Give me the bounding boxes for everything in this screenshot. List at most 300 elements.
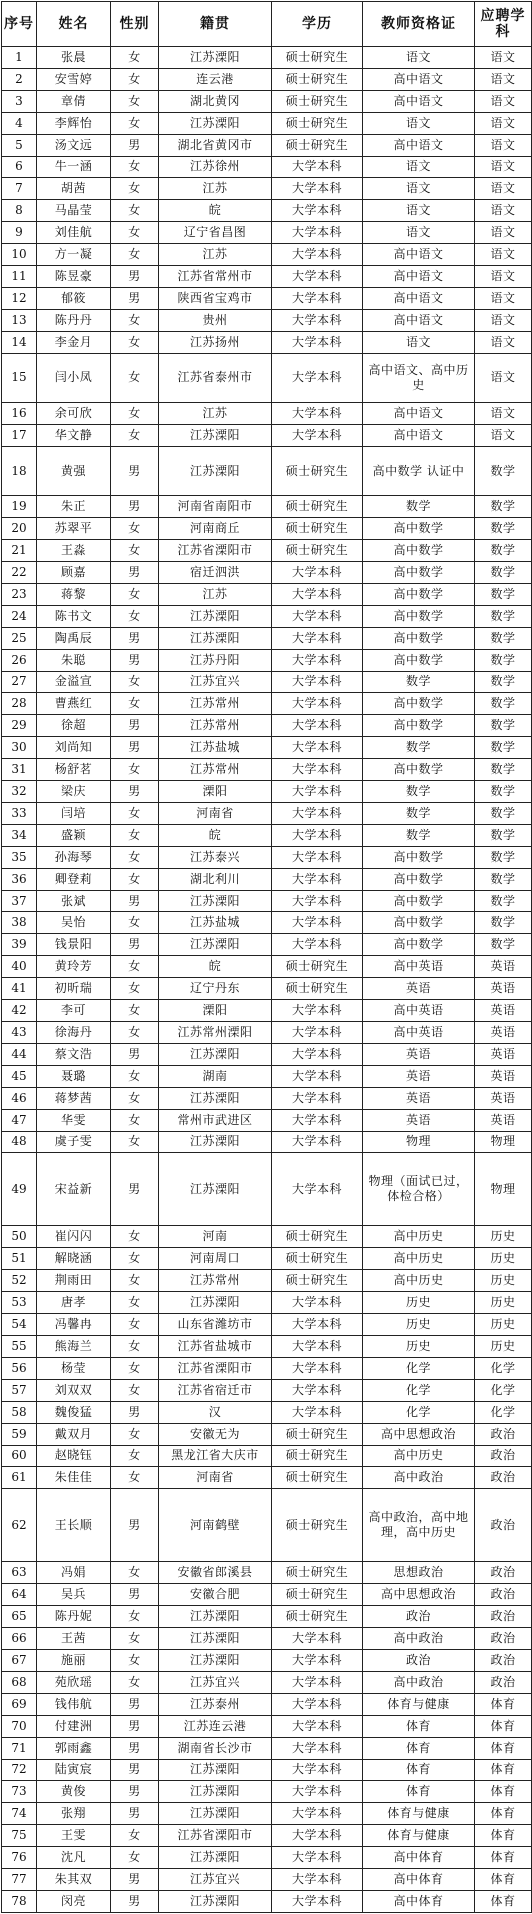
row-certificate-cell: 高中语文 [363,287,475,309]
row-name-cell: 余可欣 [37,403,111,425]
header-teacher-certificate: 教师资格证 [363,2,475,47]
row-gender-cell: 女 [111,1248,159,1270]
row-index-cell: 11 [2,266,37,288]
table-row [2,1109,532,1131]
row-index-cell: 26 [2,649,37,671]
table-row [2,1693,532,1715]
table-row [2,561,532,583]
row-certificate-cell: 高中体育 [363,1869,475,1891]
table-row [2,200,532,222]
row-certificate-cell: 历史 [363,1336,475,1358]
row-gender-cell: 女 [111,1467,159,1489]
row-index-cell: 13 [2,309,37,331]
row-hometown-cell: 江苏溧阳 [159,1628,272,1650]
row-name-cell: 朱佳佳 [37,1467,111,1489]
row-certificate-cell: 高中政治 [363,1671,475,1693]
row-hometown-cell: 江苏连云港 [159,1715,272,1737]
table-row [2,1489,532,1562]
row-index-cell: 59 [2,1423,37,1445]
row-subject-cell: 体育 [475,1890,532,1912]
row-subject-cell: 数学 [475,583,532,605]
row-subject-cell: 体育 [475,1737,532,1759]
table-row [2,331,532,353]
row-name-cell: 张斌 [37,890,111,912]
row-education-cell: 硕士研究生 [272,1226,363,1248]
row-education-cell: 大学本科 [272,331,363,353]
row-gender-cell: 男 [111,1693,159,1715]
row-education-cell: 硕士研究生 [272,1248,363,1270]
row-hometown-cell: 辽宁丹东 [159,978,272,1000]
row-subject-cell: 体育 [475,1825,532,1847]
row-gender-cell: 女 [111,222,159,244]
row-hometown-cell: 江苏溧阳 [159,1131,272,1153]
row-hometown-cell: 江苏泰兴 [159,846,272,868]
row-name-cell: 盛颖 [37,824,111,846]
row-certificate-cell: 语文 [363,331,475,353]
row-certificate-cell: 高中语文 [363,68,475,90]
teacher-candidates-table [1,1,532,1913]
row-hometown-cell: 江苏 [159,178,272,200]
row-index-cell: 16 [2,403,37,425]
row-education-cell: 大学本科 [272,759,363,781]
row-education-cell: 大学本科 [272,912,363,934]
row-name-cell: 付建洲 [37,1715,111,1737]
row-index-cell: 73 [2,1781,37,1803]
table-row [2,134,532,156]
row-hometown-cell: 河南省南阳市 [159,496,272,518]
row-education-cell: 大学本科 [272,1869,363,1891]
row-subject-cell: 历史 [475,1314,532,1336]
row-education-cell: 大学本科 [272,1314,363,1336]
table-row [2,353,532,402]
table-row [2,1803,532,1825]
row-hometown-cell: 江苏宜兴 [159,671,272,693]
row-education-cell: 大学本科 [272,1131,363,1153]
table-row [2,1606,532,1628]
row-subject-cell: 语文 [475,331,532,353]
row-name-cell: 虞子雯 [37,1131,111,1153]
row-gender-cell: 女 [111,518,159,540]
row-certificate-cell: 高中数学 [363,561,475,583]
row-gender-cell: 男 [111,1869,159,1891]
row-hometown-cell: 江苏省泰州市 [159,353,272,402]
table-row [2,222,532,244]
row-gender-cell: 男 [111,1043,159,1065]
row-subject-cell: 语文 [475,244,532,266]
row-certificate-cell: 高中语文 [363,266,475,288]
table-row [2,1628,532,1650]
row-certificate-cell: 英语 [363,1065,475,1087]
table-row [2,1226,532,1248]
row-certificate-cell: 体育 [363,1781,475,1803]
row-hometown-cell: 河南省 [159,802,272,824]
row-gender-cell: 女 [111,1000,159,1022]
row-certificate-cell: 高中思想政治 [363,1423,475,1445]
row-education-cell: 硕士研究生 [272,978,363,1000]
row-hometown-cell: 江苏溧阳 [159,446,272,495]
row-gender-cell: 女 [111,1109,159,1131]
row-subject-cell: 政治 [475,1628,532,1650]
row-gender-cell: 女 [111,693,159,715]
row-name-cell: 郭雨鑫 [37,1737,111,1759]
row-index-cell: 17 [2,424,37,446]
row-gender-cell: 男 [111,649,159,671]
row-subject-cell: 政治 [475,1650,532,1672]
row-education-cell: 大学本科 [272,649,363,671]
table-row [2,934,532,956]
row-education-cell: 大学本科 [272,693,363,715]
row-education-cell: 大学本科 [272,353,363,402]
row-index-cell: 52 [2,1270,37,1292]
row-subject-cell: 语文 [475,353,532,402]
table-row [2,112,532,134]
row-education-cell: 大学本科 [272,1153,363,1226]
row-certificate-cell: 高中数学 [363,627,475,649]
row-hometown-cell: 江苏盐城 [159,737,272,759]
row-name-cell: 戴双月 [37,1423,111,1445]
row-name-cell: 闫培 [37,802,111,824]
row-education-cell: 大学本科 [272,200,363,222]
row-hometown-cell: 汉 [159,1401,272,1423]
table-row [2,1737,532,1759]
row-gender-cell: 女 [111,1650,159,1672]
row-subject-cell: 语文 [475,156,532,178]
row-gender-cell: 男 [111,890,159,912]
row-subject-cell: 数学 [475,759,532,781]
row-certificate-cell: 高中数学 [363,693,475,715]
row-index-cell: 45 [2,1065,37,1087]
row-name-cell: 张晨 [37,47,111,69]
row-education-cell: 大学本科 [272,1336,363,1358]
row-gender-cell: 女 [111,1022,159,1044]
row-education-cell: 大学本科 [272,890,363,912]
row-subject-cell: 数学 [475,715,532,737]
row-subject-cell: 历史 [475,1248,532,1270]
table-row [2,1423,532,1445]
row-certificate-cell: 高中政治 [363,1628,475,1650]
row-index-cell: 55 [2,1336,37,1358]
row-gender-cell: 女 [111,1445,159,1467]
row-index-cell: 37 [2,890,37,912]
row-index-cell: 72 [2,1759,37,1781]
row-index-cell: 7 [2,178,37,200]
row-subject-cell: 政治 [475,1423,532,1445]
table-row [2,1781,532,1803]
row-index-cell: 42 [2,1000,37,1022]
row-education-cell: 大学本科 [272,1000,363,1022]
row-name-cell: 杨莹 [37,1357,111,1379]
row-subject-cell: 英语 [475,1087,532,1109]
row-gender-cell: 女 [111,540,159,562]
row-index-cell: 71 [2,1737,37,1759]
row-name-cell: 蒋梦茜 [37,1087,111,1109]
row-gender-cell: 女 [111,1825,159,1847]
row-certificate-cell: 英语 [363,978,475,1000]
row-index-cell: 67 [2,1650,37,1672]
row-hometown-cell: 江苏省溧阳市 [159,1357,272,1379]
row-hometown-cell: 溧阳 [159,781,272,803]
table-row [2,1314,532,1336]
row-gender-cell: 女 [111,90,159,112]
row-gender-cell: 女 [111,1423,159,1445]
row-subject-cell: 语文 [475,68,532,90]
row-certificate-cell: 政治 [363,1606,475,1628]
table-row [2,90,532,112]
row-hometown-cell: 江苏溧阳 [159,1847,272,1869]
row-education-cell: 硕士研究生 [272,496,363,518]
row-name-cell: 吴兵 [37,1584,111,1606]
row-subject-cell: 化学 [475,1401,532,1423]
table-row [2,266,532,288]
row-subject-cell: 英语 [475,1109,532,1131]
row-education-cell: 大学本科 [272,605,363,627]
table-row [2,1825,532,1847]
row-index-cell: 60 [2,1445,37,1467]
row-name-cell: 钱景阳 [37,934,111,956]
table-row [2,1890,532,1912]
row-hometown-cell: 湖北省黄冈市 [159,134,272,156]
table-row [2,518,532,540]
row-hometown-cell: 皖 [159,824,272,846]
row-certificate-cell: 高中体育 [363,1847,475,1869]
row-subject-cell: 历史 [475,1336,532,1358]
row-index-cell: 38 [2,912,37,934]
row-subject-cell: 数学 [475,649,532,671]
row-subject-cell: 体育 [475,1803,532,1825]
row-gender-cell: 女 [111,424,159,446]
row-index-cell: 41 [2,978,37,1000]
row-hometown-cell: 江苏溧阳 [159,1292,272,1314]
row-certificate-cell: 高中英语 [363,956,475,978]
row-name-cell: 曹燕红 [37,693,111,715]
row-hometown-cell: 江苏 [159,583,272,605]
row-name-cell: 徐超 [37,715,111,737]
row-education-cell: 大学本科 [272,244,363,266]
row-subject-cell: 历史 [475,1270,532,1292]
row-hometown-cell: 河南商丘 [159,518,272,540]
row-hometown-cell: 辽宁省昌图 [159,222,272,244]
row-certificate-cell: 高中数学 认证中 [363,446,475,495]
row-certificate-cell: 高中语文 [363,244,475,266]
row-subject-cell: 语文 [475,112,532,134]
row-gender-cell: 男 [111,134,159,156]
row-name-cell: 安雪婷 [37,68,111,90]
row-name-cell: 陈昱豪 [37,266,111,288]
row-education-cell: 大学本科 [272,1401,363,1423]
row-subject-cell: 体育 [475,1693,532,1715]
row-certificate-cell: 高中数学 [363,890,475,912]
row-subject-cell: 数学 [475,912,532,934]
row-certificate-cell: 语文 [363,47,475,69]
row-name-cell: 荆雨田 [37,1270,111,1292]
row-gender-cell: 女 [111,47,159,69]
row-index-cell: 31 [2,759,37,781]
row-certificate-cell: 政治 [363,1650,475,1672]
row-education-cell: 硕士研究生 [272,446,363,495]
header-hometown: 籍贯 [159,2,272,47]
row-index-cell: 36 [2,868,37,890]
row-hometown-cell: 江苏常州 [159,715,272,737]
row-index-cell: 64 [2,1584,37,1606]
row-subject-cell: 历史 [475,1292,532,1314]
row-name-cell: 施丽 [37,1650,111,1672]
row-gender-cell: 男 [111,737,159,759]
row-education-cell: 大学本科 [272,1759,363,1781]
row-gender-cell: 女 [111,200,159,222]
row-subject-cell: 数学 [475,890,532,912]
table-row [2,605,532,627]
row-gender-cell: 女 [111,846,159,868]
row-name-cell: 梁庆 [37,781,111,803]
row-gender-cell: 女 [111,605,159,627]
row-gender-cell: 男 [111,266,159,288]
row-hometown-cell: 湖北黄冈 [159,90,272,112]
row-index-cell: 27 [2,671,37,693]
row-gender-cell: 女 [111,1292,159,1314]
table-row [2,1153,532,1226]
row-index-cell: 19 [2,496,37,518]
row-education-cell: 硕士研究生 [272,47,363,69]
row-gender-cell: 女 [111,112,159,134]
row-hometown-cell: 湖南 [159,1065,272,1087]
table-row [2,1379,532,1401]
row-name-cell: 朱聪 [37,649,111,671]
row-name-cell: 马晶莹 [37,200,111,222]
row-education-cell: 硕士研究生 [272,1270,363,1292]
row-certificate-cell: 高中数学 [363,649,475,671]
table-row [2,1869,532,1891]
row-name-cell: 王淼 [37,540,111,562]
row-index-cell: 47 [2,1109,37,1131]
row-hometown-cell: 江苏宜兴 [159,1671,272,1693]
row-index-cell: 69 [2,1693,37,1715]
row-certificate-cell: 高中英语 [363,1000,475,1022]
row-name-cell: 解晓涵 [37,1248,111,1270]
row-education-cell: 大学本科 [272,222,363,244]
table-row [2,846,532,868]
row-education-cell: 大学本科 [272,1693,363,1715]
row-subject-cell: 语文 [475,403,532,425]
table-row [2,540,532,562]
row-education-cell: 大学本科 [272,1065,363,1087]
row-education-cell: 大学本科 [272,1357,363,1379]
row-gender-cell: 女 [111,1847,159,1869]
row-education-cell: 硕士研究生 [272,1606,363,1628]
row-subject-cell: 语文 [475,90,532,112]
row-index-cell: 49 [2,1153,37,1226]
table-row [2,1759,532,1781]
row-education-cell: 大学本科 [272,1715,363,1737]
row-name-cell: 刘尚知 [37,737,111,759]
row-gender-cell: 女 [111,824,159,846]
row-certificate-cell: 高中语文 [363,403,475,425]
row-name-cell: 初昕瑞 [37,978,111,1000]
row-subject-cell: 数学 [475,693,532,715]
row-certificate-cell: 语文 [363,112,475,134]
row-hometown-cell: 江苏溧阳 [159,1153,272,1226]
table-row [2,424,532,446]
row-education-cell: 大学本科 [272,1292,363,1314]
row-hometown-cell: 江苏溧阳 [159,605,272,627]
row-name-cell: 朱正 [37,496,111,518]
row-education-cell: 大学本科 [272,1803,363,1825]
row-hometown-cell: 江苏省溧阳市 [159,540,272,562]
row-subject-cell: 数学 [475,627,532,649]
row-subject-cell: 体育 [475,1759,532,1781]
row-subject-cell: 英语 [475,1022,532,1044]
row-index-cell: 66 [2,1628,37,1650]
row-name-cell: 杨舒茗 [37,759,111,781]
row-name-cell: 汤文远 [37,134,111,156]
row-hometown-cell: 陕西省宝鸡市 [159,287,272,309]
row-education-cell: 大学本科 [272,934,363,956]
row-name-cell: 闫小凤 [37,353,111,402]
row-hometown-cell: 江苏省常州市 [159,266,272,288]
row-subject-cell: 物理 [475,1153,532,1226]
table-row [2,68,532,90]
row-hometown-cell: 江苏盐城 [159,912,272,934]
row-name-cell: 刘双双 [37,1379,111,1401]
row-hometown-cell: 江苏溧阳 [159,1803,272,1825]
row-education-cell: 硕士研究生 [272,1467,363,1489]
row-certificate-cell: 历史 [363,1292,475,1314]
row-education-cell: 大学本科 [272,1043,363,1065]
row-hometown-cell: 江苏常州 [159,759,272,781]
row-education-cell: 硕士研究生 [272,956,363,978]
row-gender-cell: 男 [111,627,159,649]
row-index-cell: 10 [2,244,37,266]
table-row [2,309,532,331]
row-certificate-cell: 物理 [363,1131,475,1153]
row-gender-cell: 女 [111,1270,159,1292]
row-certificate-cell: 化学 [363,1379,475,1401]
row-subject-cell: 物理 [475,1131,532,1153]
table-row [2,1562,532,1584]
table-row [2,47,532,69]
row-subject-cell: 语文 [475,287,532,309]
table-row [2,1715,532,1737]
row-hometown-cell: 河南鹤壁 [159,1489,272,1562]
row-certificate-cell: 高中语文 [363,309,475,331]
row-education-cell: 大学本科 [272,1650,363,1672]
row-hometown-cell: 安徽省郎溪县 [159,1562,272,1584]
row-name-cell: 苏翠平 [37,518,111,540]
row-education-cell: 大学本科 [272,561,363,583]
table-row [2,824,532,846]
table-row [2,671,532,693]
table-row [2,693,532,715]
table-row [2,868,532,890]
row-hometown-cell: 江苏泰州 [159,1693,272,1715]
row-education-cell: 大学本科 [272,627,363,649]
row-gender-cell: 女 [111,1671,159,1693]
row-subject-cell: 数学 [475,671,532,693]
row-index-cell: 76 [2,1847,37,1869]
row-subject-cell: 语文 [475,266,532,288]
row-subject-cell: 英语 [475,1000,532,1022]
row-index-cell: 3 [2,90,37,112]
row-certificate-cell: 体育 [363,1737,475,1759]
row-name-cell: 闵亮 [37,1890,111,1912]
row-gender-cell: 男 [111,1489,159,1562]
row-education-cell: 硕士研究生 [272,1562,363,1584]
row-hometown-cell: 江苏溧阳 [159,890,272,912]
row-subject-cell: 英语 [475,1065,532,1087]
row-certificate-cell: 高中语文 [363,134,475,156]
row-name-cell: 陈丹丹 [37,309,111,331]
table-row [2,403,532,425]
row-certificate-cell: 英语 [363,1109,475,1131]
